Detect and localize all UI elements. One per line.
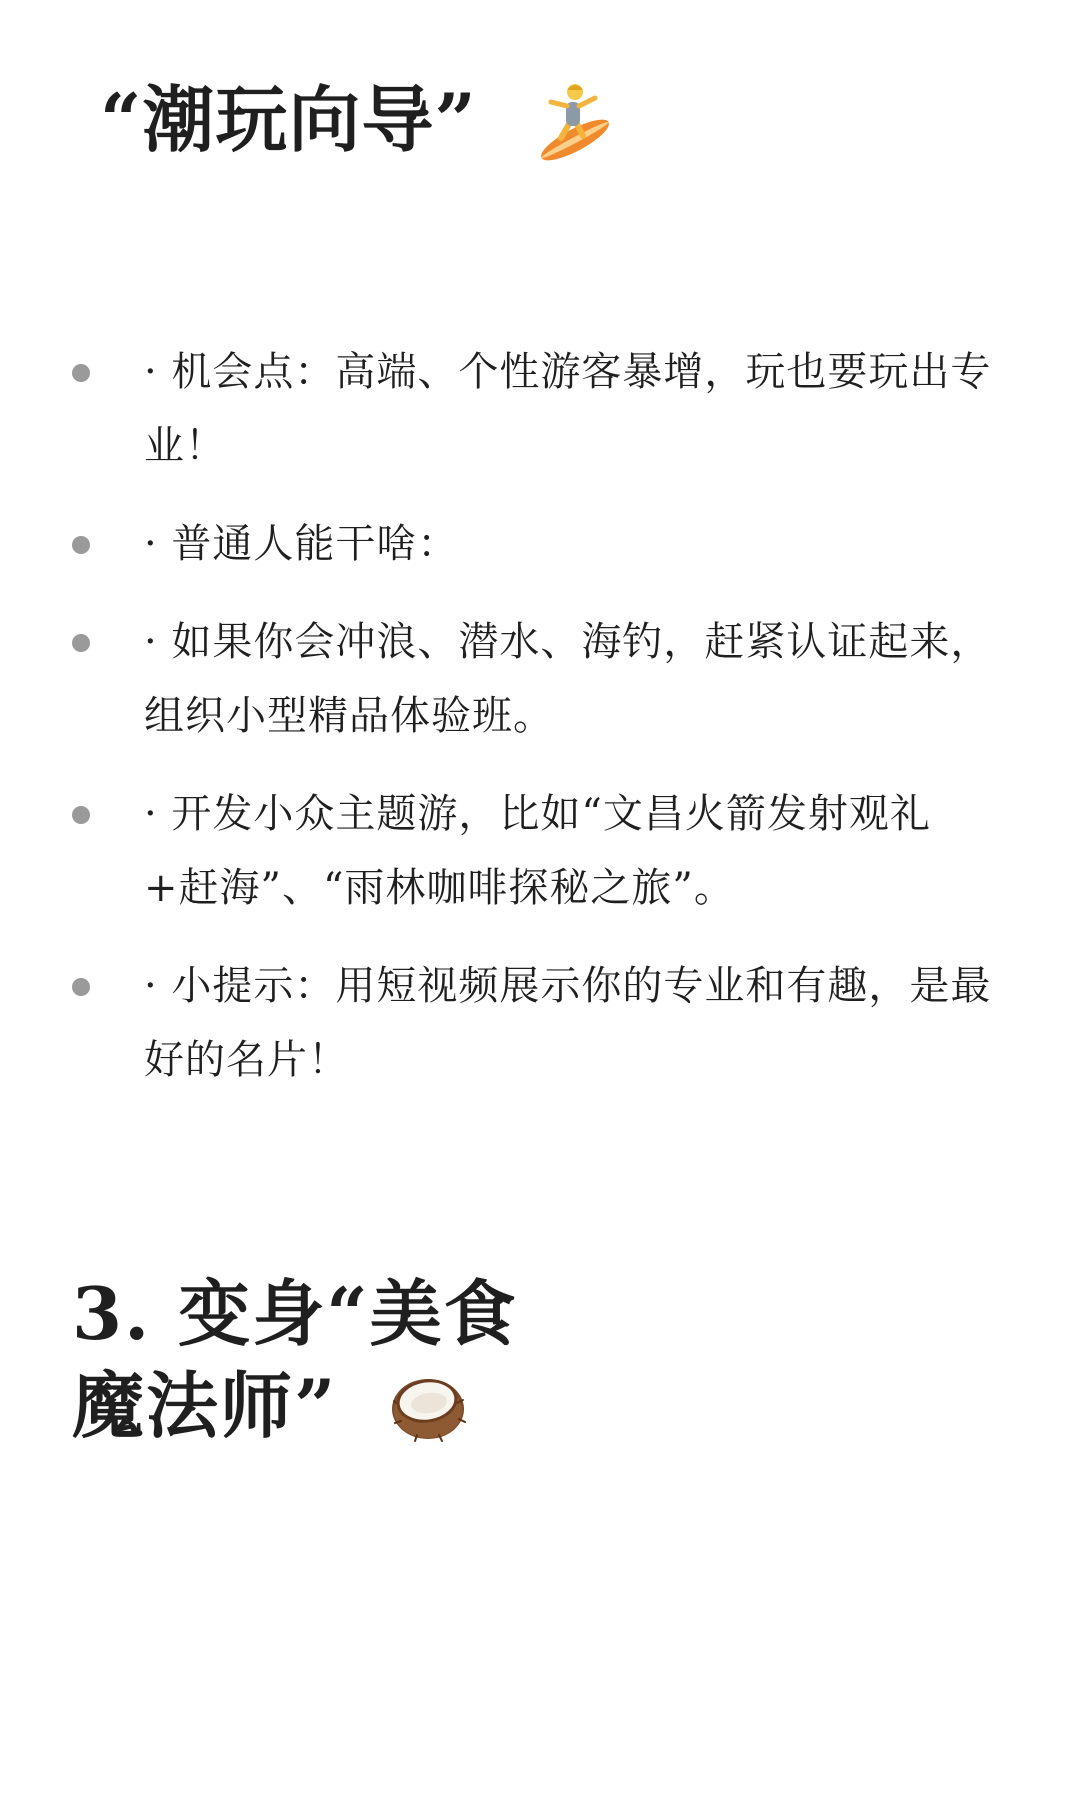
list-item xyxy=(0,777,1080,925)
list-item xyxy=(0,949,1080,1097)
heading-text: 魔法师” xyxy=(72,1363,338,1448)
list-item-text: · 普通人能干啥： xyxy=(144,521,459,567)
coconut-icon xyxy=(387,1365,469,1447)
bullet-dot-icon xyxy=(72,364,90,382)
heading-text: 3. 变身“美食 xyxy=(72,1271,518,1356)
bullet-dot-icon xyxy=(72,978,90,996)
heading-text: “潮玩向导” xyxy=(100,77,477,162)
list-item xyxy=(0,335,1080,483)
bullet-dot-icon xyxy=(72,536,90,554)
list-item-text: · 开发小众主题游，比如“文昌火箭发射观礼+赶海”、“雨林咖啡探秘之旅”。 xyxy=(144,791,931,911)
section-heading-food-magician xyxy=(72,1268,592,1452)
list-item xyxy=(0,507,1080,581)
heading-line-2 xyxy=(72,1360,592,1452)
bullet-dot-icon xyxy=(72,634,90,652)
surfer-icon xyxy=(533,78,617,162)
list-item-text: · 机会点：高端、个性游客暴增，玩也要玩出专业！ xyxy=(144,349,992,469)
list-item-text: · 如果你会冲浪、潜水、海钓，赶紧认证起来，组织小型精品体验班。 xyxy=(144,619,992,739)
list-item-text: · 小提示：用短视频展示你的专业和有趣，是最好的名片！ xyxy=(144,963,992,1083)
list-item xyxy=(0,605,1080,753)
section-heading-trendy-guide xyxy=(100,70,617,170)
bullet-dot-icon xyxy=(72,806,90,824)
heading-line-1 xyxy=(72,1268,592,1360)
bullet-list xyxy=(0,335,1080,1121)
